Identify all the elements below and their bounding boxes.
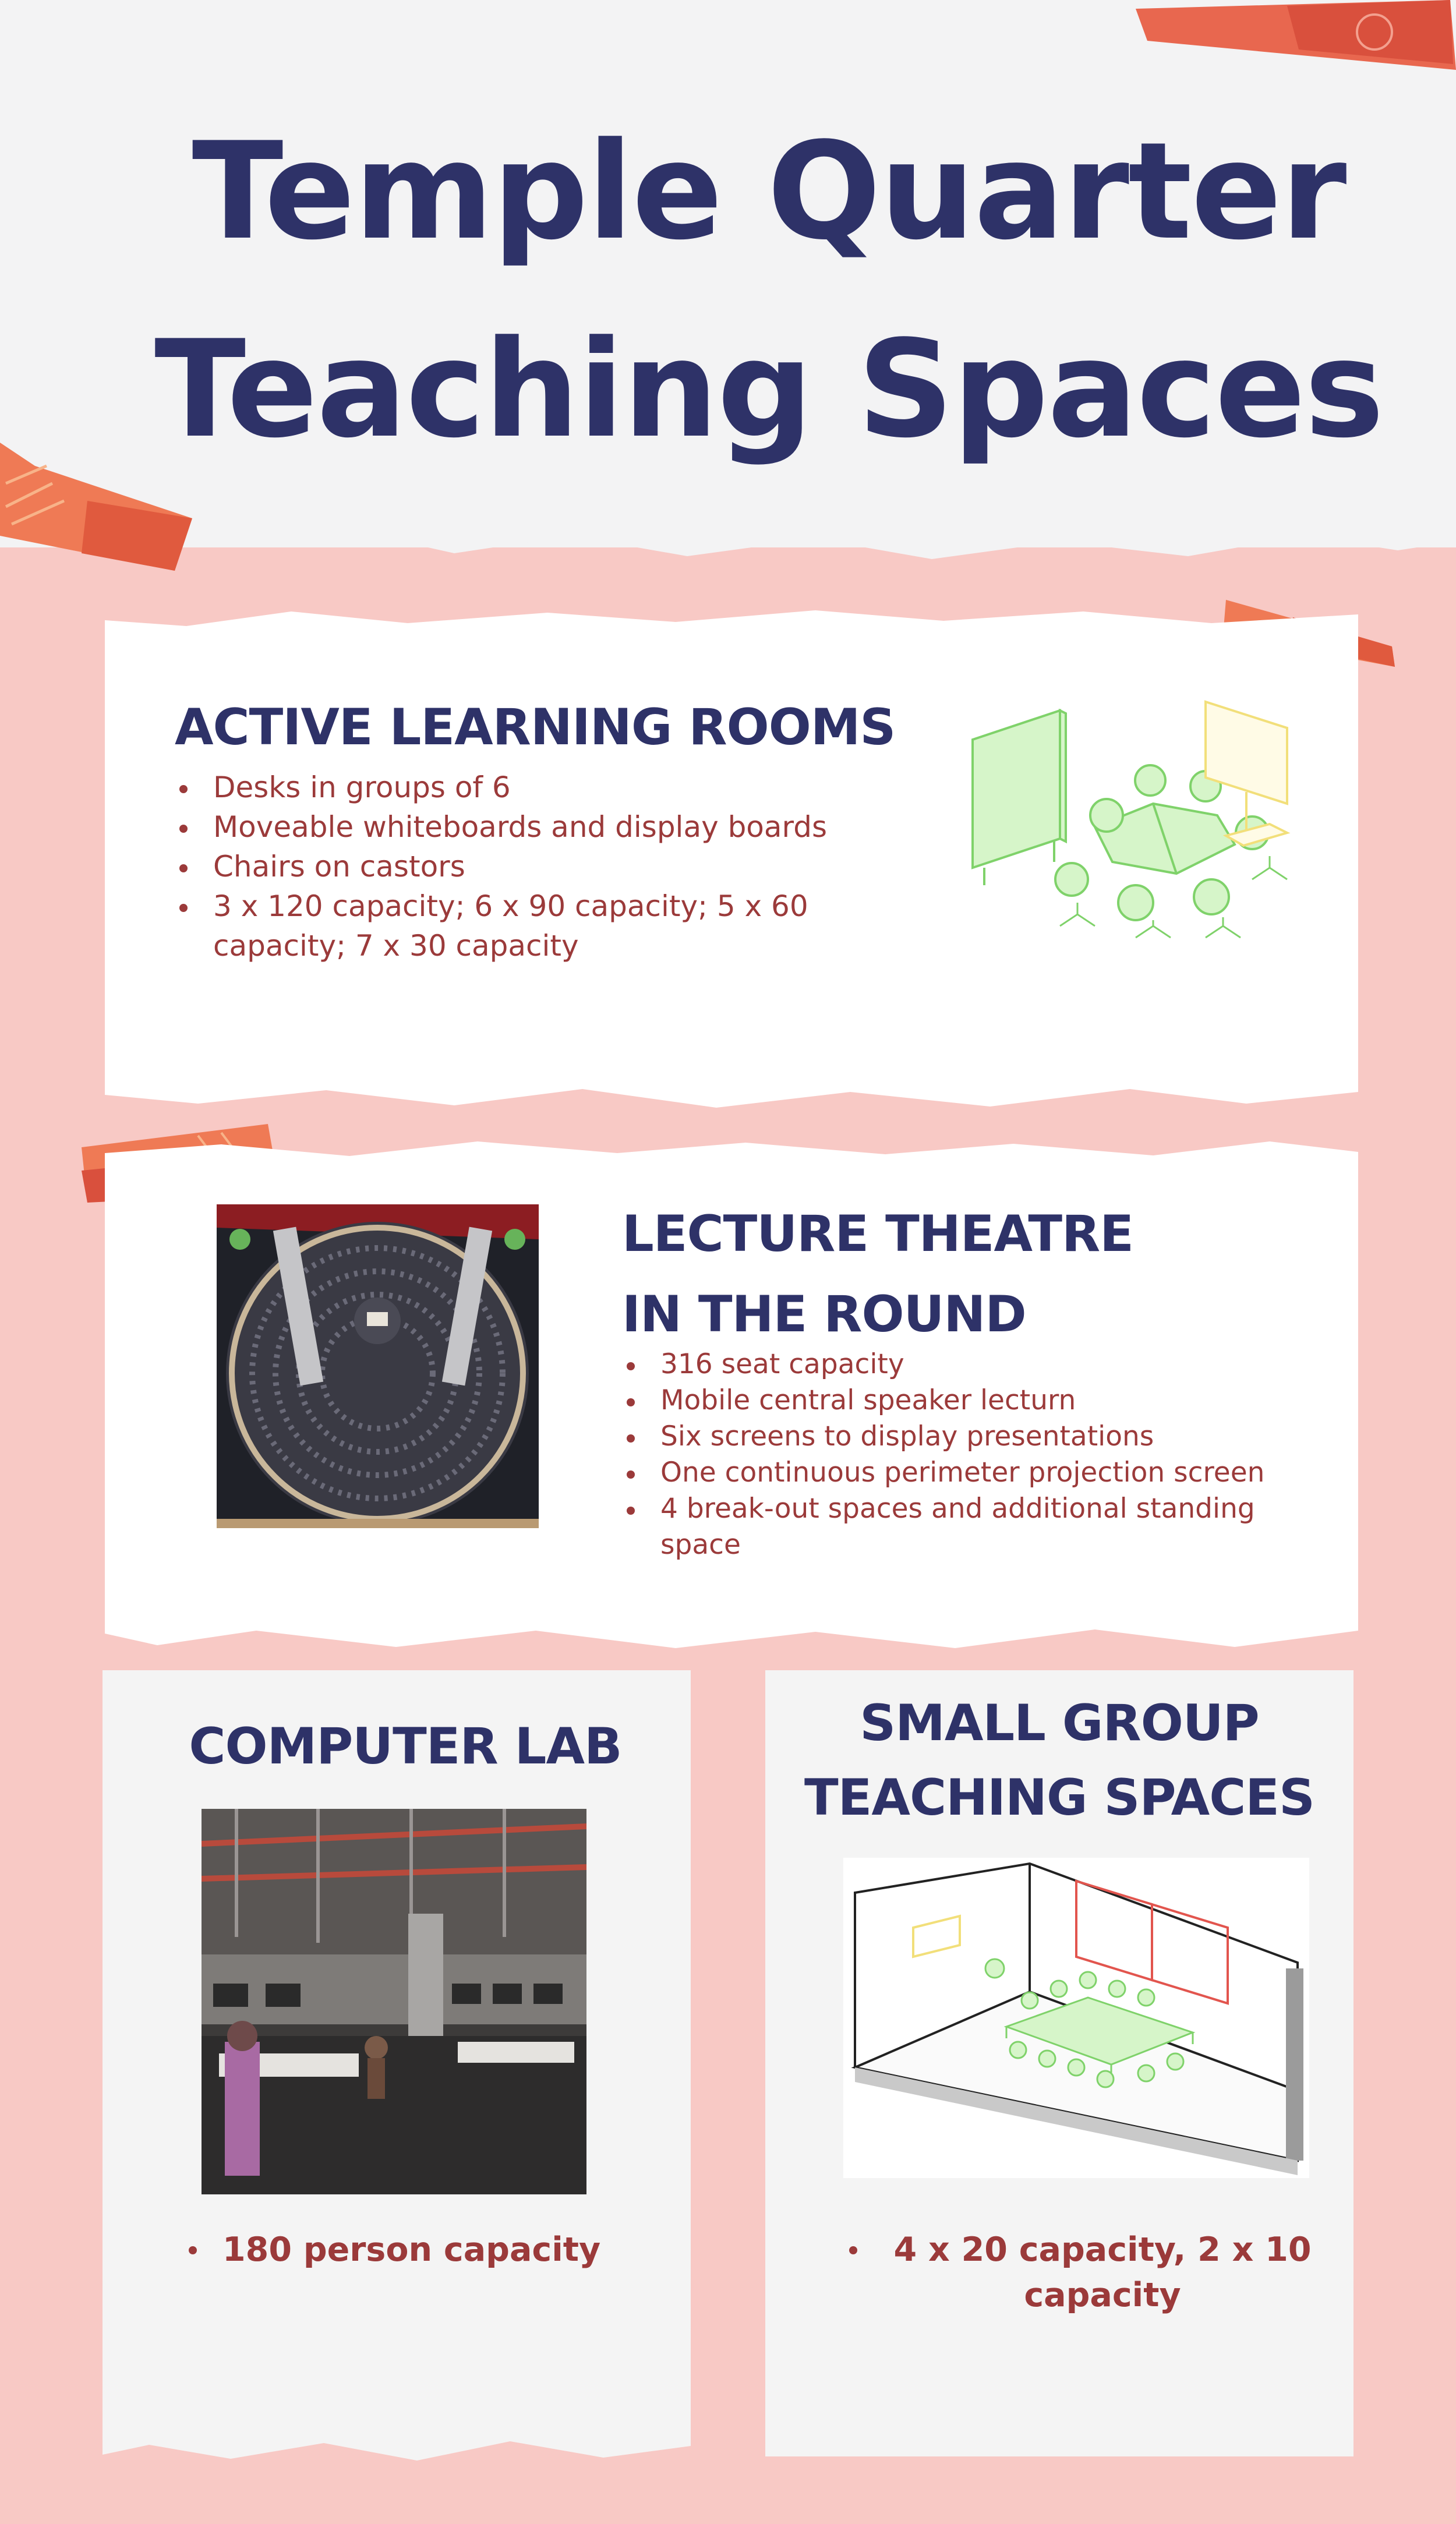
- list-item: Moveable whiteboards and display boards: [175, 807, 839, 847]
- lecture-theatre-heading-line-2: IN THE ROUND: [622, 1285, 1026, 1344]
- header-torn-edge: [0, 489, 1456, 582]
- panel-torn-bottom: [103, 2428, 691, 2463]
- computer-lab-photo: [202, 1809, 586, 2194]
- small-group-heading-line-2: TEACHING SPACES: [804, 1769, 1314, 1827]
- list-item: 3 x 120 capacity; 6 x 90 capacity; 5 x 60 capacity; 7 x 30 capacity: [175, 886, 839, 966]
- list-item: 4 x 20 capacity, 2 x 10 capacity: [844, 2227, 1322, 2318]
- list-item: 180 person capacity: [184, 2227, 662, 2272]
- small-group-bullets: [844, 2227, 1322, 2318]
- page-title-line-1: Temple Quarter: [192, 114, 1346, 270]
- list-item: Mobile central speaker lecturn: [622, 1383, 1321, 1419]
- list-item: 4 break-out spaces and additional standing space: [622, 1491, 1321, 1563]
- active-learning-heading: ACTIVE LEARNING ROOMS: [175, 698, 896, 757]
- panel-torn-top: [105, 1136, 1358, 1171]
- page-title: [0, 93, 1456, 489]
- lecture-theatre-heading-line-1: LECTURE THEATRE: [622, 1205, 1133, 1263]
- active-learning-furniture-illustration: [961, 693, 1316, 990]
- list-item: Six screens to display presentations: [622, 1419, 1321, 1455]
- list-item: One continuous perimeter projection screen: [622, 1455, 1321, 1491]
- list-item: Desks in groups of 6: [175, 768, 839, 807]
- tape-top-right: [1124, 0, 1456, 76]
- panel-torn-bottom: [105, 1613, 1358, 1654]
- active-learning-bullets: [175, 768, 839, 966]
- lecture-theatre-bullets: [622, 1346, 1321, 1563]
- list-item: 316 seat capacity: [622, 1346, 1321, 1383]
- small-group-room-illustration: [843, 1858, 1309, 2178]
- panel-torn-top: [105, 606, 1358, 641]
- panel-torn-bottom: [105, 1072, 1358, 1112]
- page-title-line-2: Teaching Spaces: [154, 312, 1383, 468]
- list-item: Chairs on castors: [175, 847, 839, 886]
- small-group-heading-line-1: SMALL GROUP: [860, 1694, 1259, 1752]
- computer-lab-bullets: [184, 2227, 662, 2272]
- lecture-theatre-aerial-photo: [217, 1204, 539, 1528]
- computer-lab-heading: COMPUTER LAB: [189, 1717, 622, 1776]
